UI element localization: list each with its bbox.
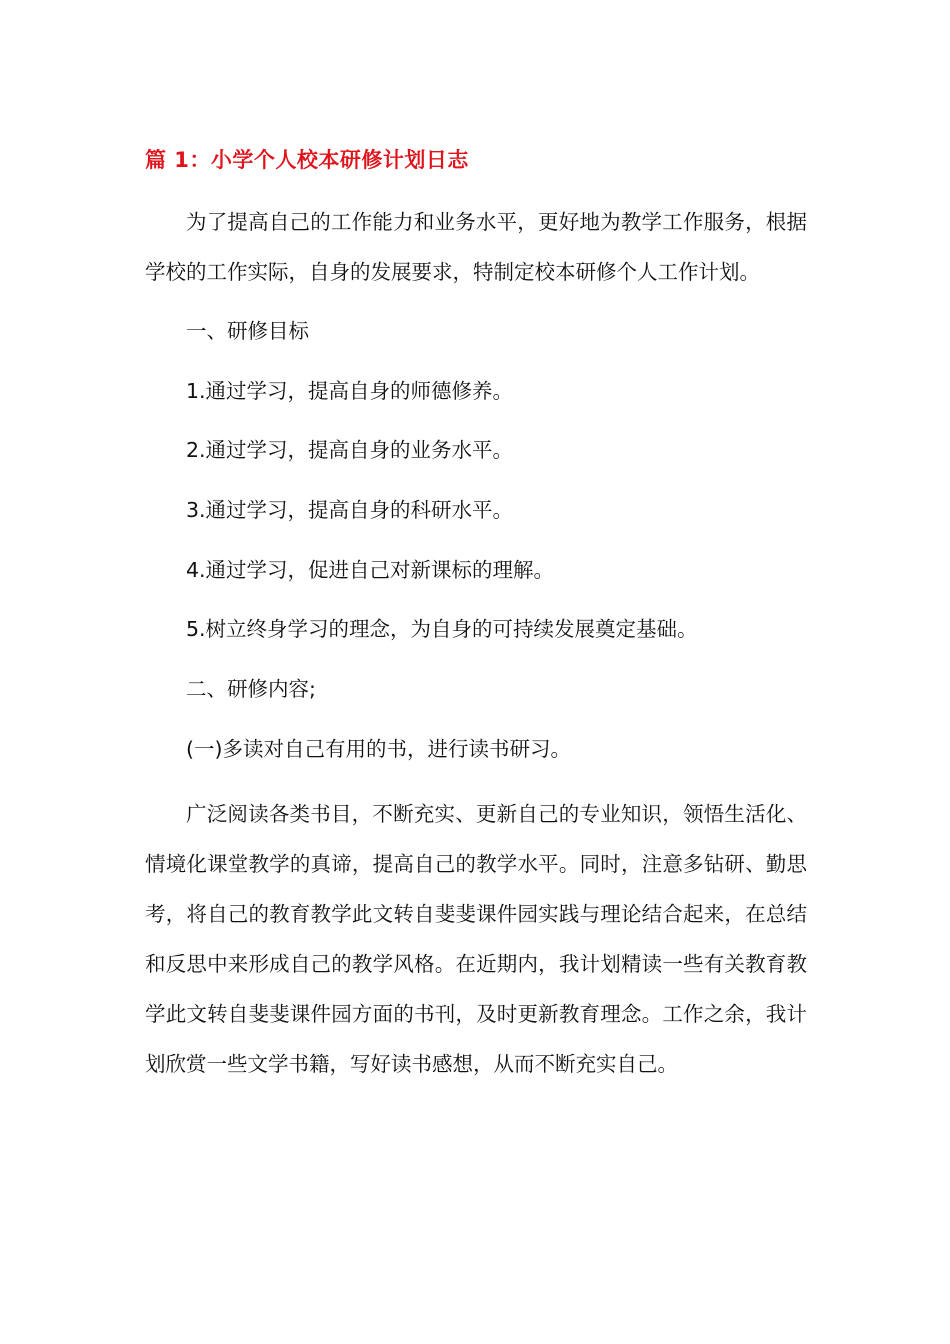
document-title: 篇 1：小学个人校本研修计划日志 — [145, 148, 469, 172]
intro-paragraph: 为了提高自己的工作能力和业务水平，更好地为教学工作服务，根据学校的工作实际，自身的发展要求，特制定校本研修个人工作计划。 — [145, 210, 807, 284]
goal-item: 3.通过学习，提高自身的科研水平。 — [186, 498, 514, 523]
goal-item: 5.树立终身学习的理念，为自身的可持续发展奠定基础。 — [186, 617, 698, 642]
document-page — [145, 138, 807, 1089]
subsection-heading-reading: (一)多读对自己有用的书，进行读书研习。 — [186, 736, 571, 761]
goal-item: 1.通过学习，提高自身的师德修养。 — [186, 378, 514, 403]
section-heading-content: 二、研修内容; — [186, 677, 316, 702]
section-heading-goals: 一、研修目标 — [186, 319, 309, 343]
reading-paragraph: 广泛阅读各类书目，不断充实、更新自己的专业知识，领悟生活化、情境化课堂教学的真谛，提高自己的教学水平。同时，注意多钻研、勤思考，将自己的教育教学此文转自斐斐课件园实践与理论结合起来，在总结和反思中来形成自己的教学风格。在近期内，我计划精读一些有关教育教学此文转自斐斐课件园方面的书刊，及时更新教育理念。工作之余，我计划欣赏一些文学书籍，写好读书感想，从而不断充实自己。 — [145, 801, 807, 1076]
goal-item: 4.通过学习，促进自己对新课标的理解。 — [186, 557, 555, 582]
goal-item: 2.通过学习，提高自身的业务水平。 — [186, 438, 514, 463]
